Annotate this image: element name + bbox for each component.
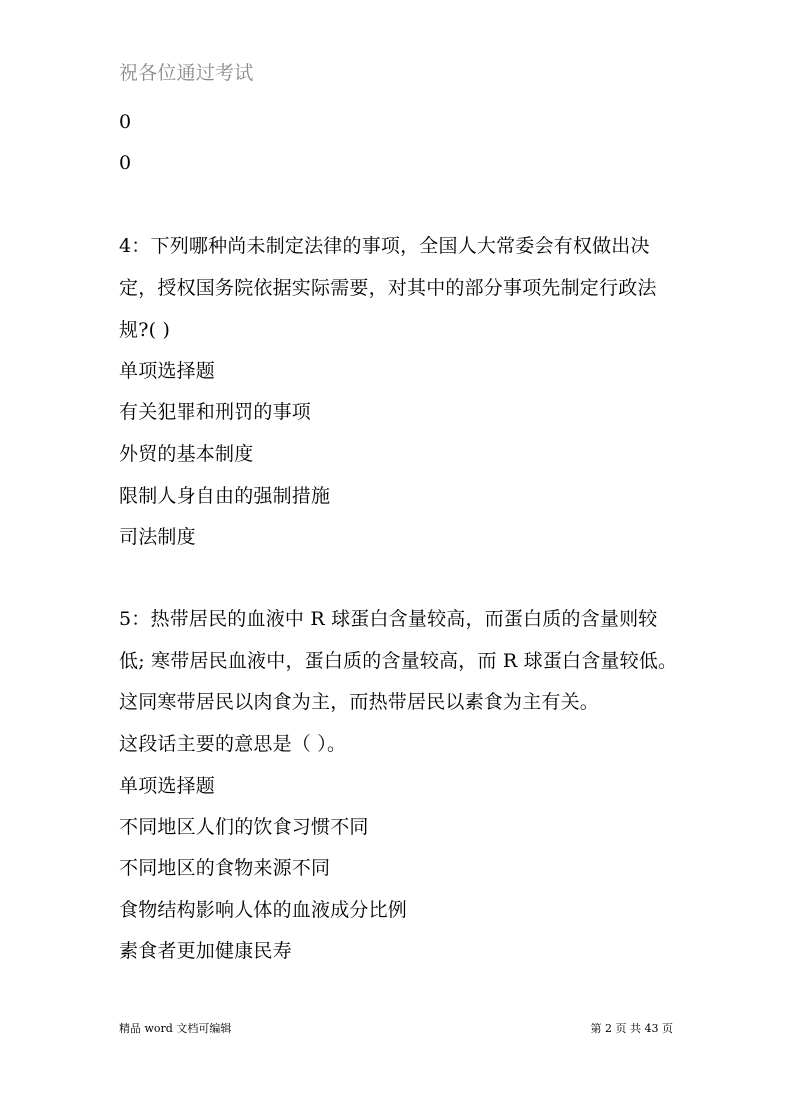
- footer-left-text: 精品 word 文档可编辑: [119, 1022, 232, 1035]
- question-4-option-4: 司法制度: [119, 526, 196, 548]
- question-4-option-2: 外贸的基本制度: [119, 443, 254, 465]
- question-5-line-3: 这同寒带居民以肉食为主，而热带居民以素食为主有关。: [119, 691, 600, 713]
- question-4-line-1: 4：下列哪种尚未制定法律的事项，全国人大常委会有权做出决: [119, 235, 650, 257]
- question-4-option-1: 有关犯罪和刑罚的事项: [119, 401, 312, 423]
- answer-value-2: 0: [119, 152, 132, 174]
- question-5-option-3: 食物结构影响人体的血液成分比例: [119, 899, 408, 921]
- page-number: 第 2 页 共 43 页: [590, 1022, 673, 1035]
- question-5-option-4: 素食者更加健康民寿: [119, 940, 292, 962]
- question-5-option-1: 不同地区人们的饮食习惯不同: [119, 816, 369, 838]
- question-5-line-4: 这段话主要的意思是（ ）。: [119, 733, 347, 755]
- blessing-text: 祝各位通过考试: [119, 62, 254, 84]
- question-5-line-1: 5：热带居民的血液中 R 球蛋白含量较高，而蛋白质的含量则较: [119, 608, 658, 630]
- question-4-line-2: 定，授权国务院依据实际需要，对其中的部分事项先制定行政法: [119, 277, 657, 299]
- question-5-option-2: 不同地区的食物来源不同: [119, 857, 331, 879]
- question-4-line-3: 规?( ): [119, 319, 171, 341]
- question-5-type: 单项选择题: [119, 775, 216, 797]
- answer-value-1: 0: [119, 111, 132, 133]
- question-5-line-2: 低; 寒带居民血液中，蛋白质的含量较高，而 R 球蛋白含量较低。: [119, 650, 678, 672]
- question-4-type: 单项选择题: [119, 360, 216, 382]
- question-4-option-3: 限制人身自由的强制措施: [119, 485, 331, 507]
